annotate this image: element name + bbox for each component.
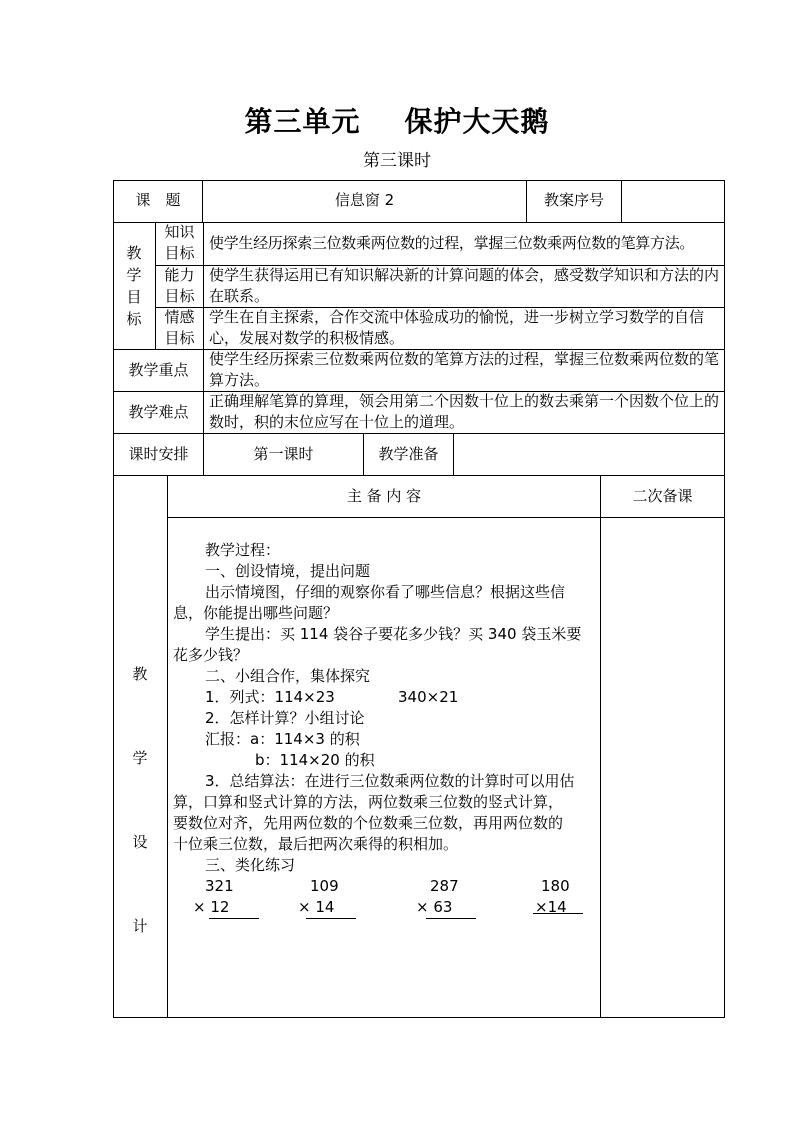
exercise-multiplier: × 12 bbox=[193, 898, 230, 916]
second-prep-header: 二次备课 bbox=[632, 487, 693, 505]
difficulty-text: 正确理解笔算的算理，领会用第二个因数十位上的数去乘第一个因数个位上的数时，积的末位应写在十位上的道理。 bbox=[209, 392, 720, 431]
ability-goal-label bbox=[156, 265, 203, 307]
knowledge-goal-label-line: 知识 bbox=[164, 223, 195, 241]
exercise-rule bbox=[533, 913, 583, 914]
exercise-rule bbox=[426, 918, 476, 919]
emotion-goal-label-line: 情感 bbox=[164, 308, 195, 326]
process-line: 算，口算和竖式计算的方法，两位数乘三位数的竖式计算， bbox=[173, 793, 564, 811]
period-subtitle: 第三课时 bbox=[363, 151, 431, 171]
knowledge-goal-text: 使学生经历探索三位数乘两位数的过程，掌握三位数乘两位数的笔算方法。 bbox=[209, 234, 695, 252]
process-line: 一、创设情境，提出问题 bbox=[205, 562, 371, 580]
lesson-title: 保护大天鹅 bbox=[404, 105, 550, 138]
exercise-top-number: 321 bbox=[205, 877, 234, 895]
goals-label-char: 标 bbox=[126, 310, 142, 328]
topic-value: 信息窗 2 bbox=[334, 191, 395, 209]
exercise-top-number: 109 bbox=[310, 877, 339, 895]
schedule-value: 第一课时 bbox=[253, 445, 314, 463]
exercise-rule bbox=[209, 918, 259, 919]
goals-group-label bbox=[109, 242, 159, 330]
process-line: 2．怎样计算？小组讨论 bbox=[205, 709, 365, 727]
process-line: 二、小组合作，集体探究 bbox=[205, 667, 371, 685]
plan-number-label: 教案序号 bbox=[543, 191, 604, 209]
emotion-goal-text: 学生在自主探索，合作交流中体验成功的愉悦，进一步树立学习数学的自信心，发展对数学的积极情感。 bbox=[209, 308, 705, 347]
process-line: 教学过程： bbox=[205, 541, 281, 559]
process-line: 要数位对齐，先用两位数的个位数乘三位数，再用两位数的 bbox=[173, 814, 564, 832]
ability-goal-text: 使学生获得运用已有知识解决新的计算问题的体会，感受数学知识和方法的内在联系。 bbox=[209, 266, 720, 305]
design-side-label bbox=[115, 663, 165, 945]
ability-goal-label-line: 目标 bbox=[164, 287, 195, 305]
main-content-header: 主 备 内 容 bbox=[346, 487, 422, 505]
unit-title: 第三单元 bbox=[244, 105, 361, 138]
process-line: 1．列式：114×23 bbox=[205, 688, 335, 706]
prep-label: 教学准备 bbox=[378, 445, 439, 463]
schedule-label: 课时安排 bbox=[128, 445, 189, 463]
exercise-multiplier: × 63 bbox=[416, 898, 453, 916]
design-label-char: 计 bbox=[132, 917, 148, 935]
design-label-char: 学 bbox=[132, 749, 148, 767]
knowledge-goal-label bbox=[156, 222, 203, 264]
key-point-label: 教学重点 bbox=[128, 361, 189, 379]
process-line: 学生提出：买 114 袋谷子要花多少钱？买 340 袋玉米要 bbox=[205, 625, 582, 643]
process-line: 息，你能提出哪些问题？ bbox=[173, 604, 339, 622]
process-line: b：114×20 的积 bbox=[255, 751, 375, 769]
process-line: 3．总结算法：在进行三位数乘两位数的计算时可以用估 bbox=[205, 772, 575, 790]
goals-label-char: 目 bbox=[126, 288, 142, 306]
knowledge-goal-label-line: 目标 bbox=[164, 244, 195, 262]
exercise-multiplier: × 14 bbox=[298, 898, 335, 916]
goals-label-char: 学 bbox=[126, 266, 142, 284]
process-line: 340×21 bbox=[398, 688, 459, 706]
goals-label-char: 教 bbox=[126, 244, 142, 262]
process-line: 出示情境图，仔细的观察你看了哪些信息？根据这些信 bbox=[205, 583, 566, 601]
process-line: 十位乘三位数，最后把两次乘得的积相加。 bbox=[173, 835, 459, 853]
exercise-multiplier: ×14 bbox=[535, 898, 567, 916]
design-label-char: 设 bbox=[132, 833, 148, 851]
exercise-rule bbox=[306, 918, 356, 919]
key-point-text: 使学生经历探索三位数乘两位数的笔算方法的过程，掌握三位数乘两位数的笔算方法。 bbox=[209, 350, 720, 389]
process-line: 汇报：a：114×3 的积 bbox=[205, 730, 360, 748]
emotion-goal-label bbox=[156, 307, 203, 349]
ability-goal-label-line: 能力 bbox=[164, 266, 195, 284]
exercise-top-number: 180 bbox=[541, 877, 570, 895]
difficulty-label: 教学难点 bbox=[128, 403, 189, 421]
process-line: 花多少钱？ bbox=[173, 646, 249, 664]
design-label-char: 教 bbox=[132, 665, 148, 683]
topic-label: 课 题 bbox=[135, 191, 181, 209]
process-line: 三、类化练习 bbox=[205, 856, 296, 874]
exercise-top-number: 287 bbox=[430, 877, 459, 895]
emotion-goal-label-line: 目标 bbox=[164, 329, 195, 347]
